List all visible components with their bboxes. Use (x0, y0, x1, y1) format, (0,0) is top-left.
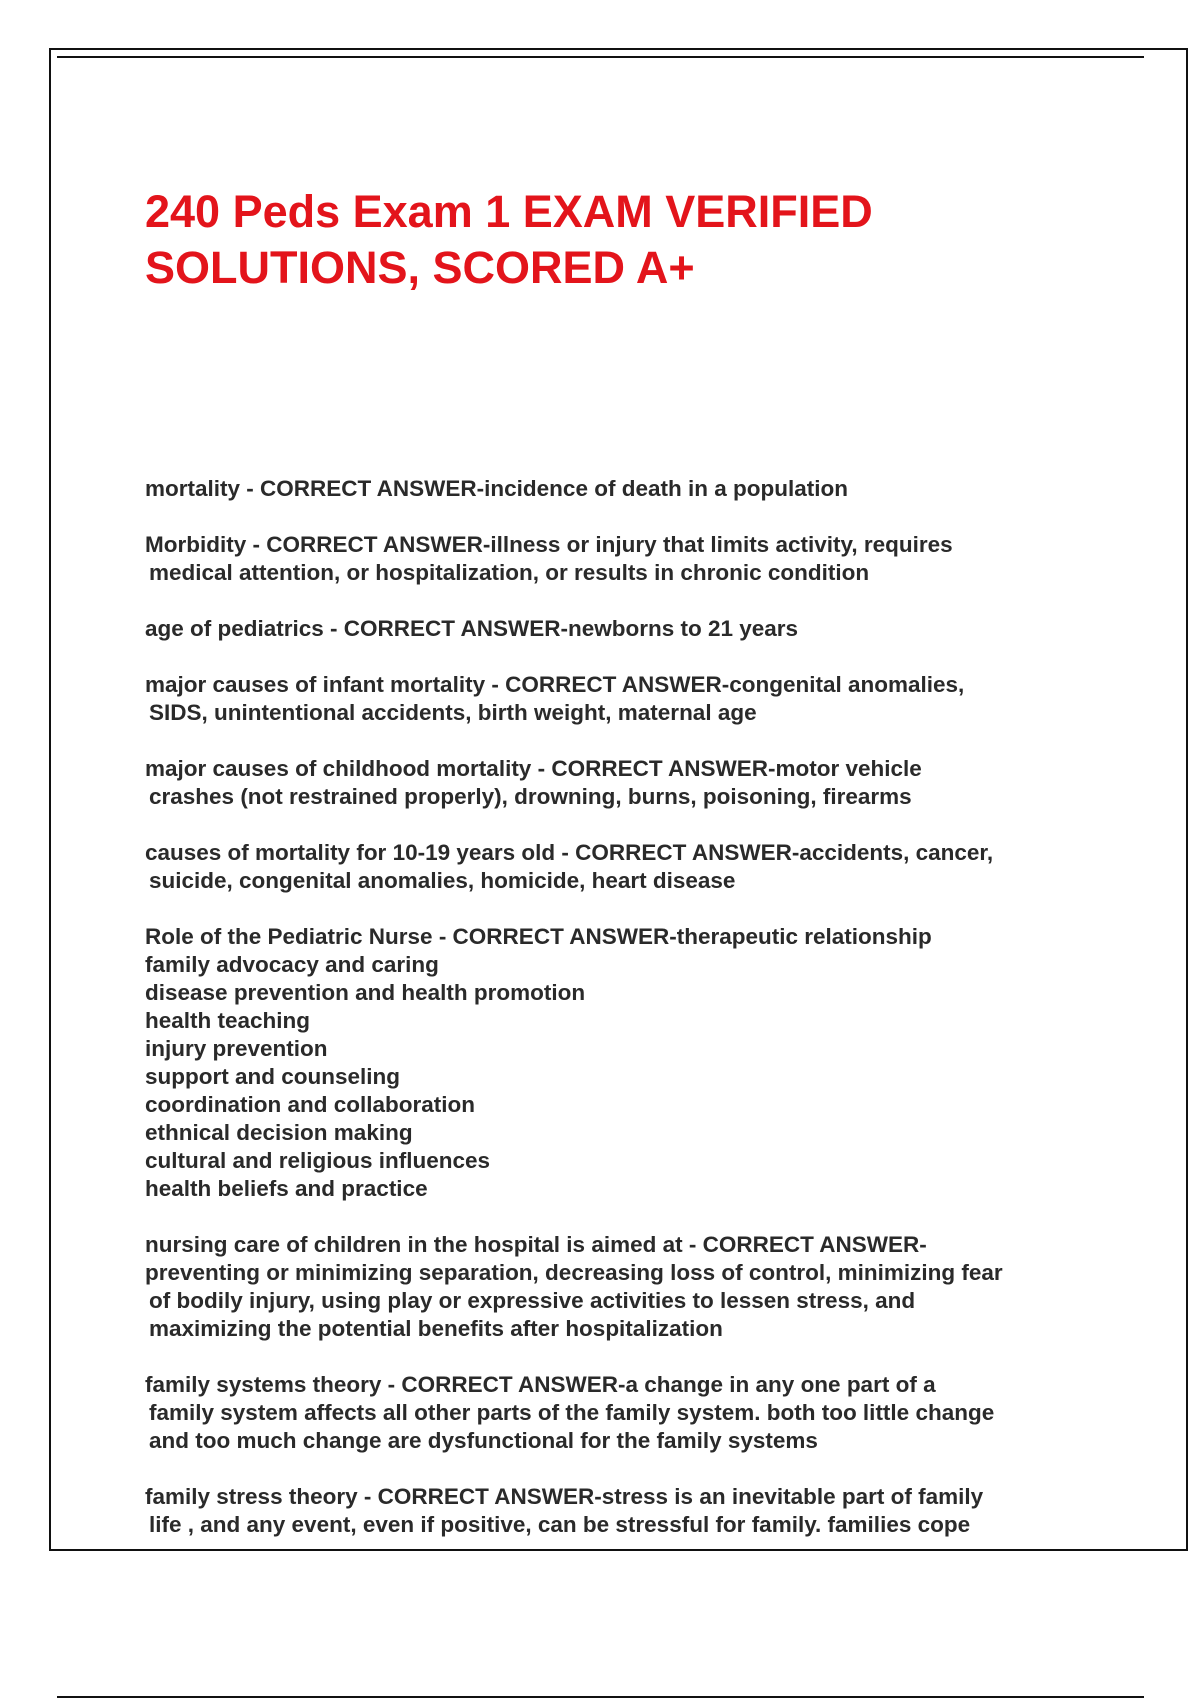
entry-list-line: cultural and religious influences (145, 1148, 491, 1173)
entry-line: suicide, congenital anomalies, homicide, heart disease (149, 868, 736, 893)
entry-line: age of pediatrics - CORRECT ANSWER-newborns to 21 years (145, 616, 799, 641)
qa-entry-morbidity (145, 531, 1105, 587)
entry-line: of bodily injury, using play or expressive activities to lessen stress, and (149, 1288, 916, 1313)
qa-entry-mortality (145, 475, 1105, 503)
entry-list-line: health teaching (145, 1008, 311, 1033)
entry-line: family systems theory - CORRECT ANSWER-a change in any one part of a (145, 1372, 936, 1397)
qa-entry-role-of-pediatric-nurse (145, 923, 1105, 1203)
entry-line: preventing or minimizing separation, decreasing loss of control, minimizing fear (145, 1260, 1003, 1285)
qa-entry-nursing-care-hospital (145, 1231, 1105, 1343)
entry-list-line: injury prevention (145, 1036, 328, 1061)
entry-list-line: health beliefs and practice (145, 1176, 428, 1201)
qa-entry-family-systems-theory (145, 1371, 1105, 1455)
entry-list-line: family advocacy and caring (145, 952, 439, 977)
entry-line: crashes (not restrained properly), drowning, burns, poisoning, firearms (149, 784, 912, 809)
qa-entry-mortality-10-19 (145, 839, 1105, 895)
top-rule (57, 56, 1144, 58)
document-title: 240 Peds Exam 1 EXAM VERIFIED SOLUTIONS, SCORED A+ (145, 186, 873, 293)
entry-line: nursing care of children in the hospital is aimed at - CORRECT ANSWER- (145, 1232, 927, 1257)
entry-line: SIDS, unintentional accidents, birth weight, maternal age (149, 700, 757, 725)
entry-line: Morbidity - CORRECT ANSWER-illness or injury that limits activity, requires (145, 532, 953, 557)
entry-line: family system affects all other parts of the family system. both too little change (149, 1400, 995, 1425)
entry-list-line: ethnical decision making (145, 1120, 413, 1145)
entry-line: Role of the Pediatric Nurse - CORRECT ANSWER-therapeutic relationship (145, 924, 932, 949)
document-body (145, 475, 1105, 1567)
entry-list-line: coordination and collaboration (145, 1092, 476, 1117)
qa-entry-family-stress-theory (145, 1483, 1105, 1539)
qa-entry-age-of-pediatrics (145, 615, 1105, 643)
entry-list-line: support and counseling (145, 1064, 401, 1089)
qa-entry-infant-mortality (145, 671, 1105, 727)
entry-line: mortality - CORRECT ANSWER-incidence of death in a population (145, 476, 848, 501)
entry-line: and too much change are dysfunctional for the family systems (149, 1428, 818, 1453)
bottom-rule (57, 1696, 1144, 1698)
entry-line: family stress theory - CORRECT ANSWER-stress is an inevitable part of family (145, 1484, 984, 1509)
entry-list-line: disease prevention and health promotion (145, 980, 586, 1005)
entry-line: major causes of infant mortality - CORRECT ANSWER-congenital anomalies, (145, 672, 965, 697)
entry-line: life , and any event, even if positive, can be stressful for family. families cope (149, 1512, 971, 1537)
entry-line: maximizing the potential benefits after hospitalization (149, 1316, 723, 1341)
entry-line: causes of mortality for 10-19 years old - CORRECT ANSWER-accidents, cancer, (145, 840, 994, 865)
entry-line: medical attention, or hospitalization, or results in chronic condition (149, 560, 870, 585)
qa-entry-childhood-mortality (145, 755, 1105, 811)
entry-line: major causes of childhood mortality - CORRECT ANSWER-motor vehicle (145, 756, 922, 781)
